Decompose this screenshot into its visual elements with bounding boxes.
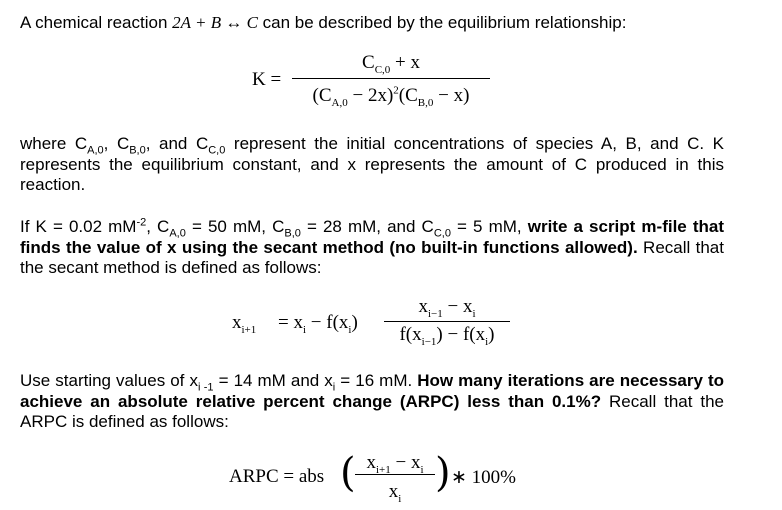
secant-den-s1: i−1 — [421, 335, 437, 348]
num-tail: + x — [390, 52, 420, 73]
task-t6: Recall that the secant method is defined as follows: — [20, 237, 724, 277]
k-numerator — [362, 52, 420, 78]
arpc-tail: ∗ 100% — [451, 467, 516, 488]
where-t2: , C — [103, 134, 130, 153]
equilibrium-equation — [252, 52, 512, 118]
arpc-num-x1: x — [366, 452, 376, 473]
where-paragraph — [20, 134, 724, 196]
secant-den-s2: i — [485, 335, 489, 348]
where-s2: B,0 — [129, 144, 146, 157]
secant-num-s1: i−1 — [427, 307, 443, 320]
task-t3: = 50 mM, C — [185, 217, 285, 236]
where-t1: where C — [20, 134, 88, 153]
task-t2: , C — [146, 217, 170, 236]
secant-fraction-bar — [384, 321, 510, 322]
start-paragraph — [20, 371, 724, 433]
secant-lhs — [232, 312, 256, 334]
num-c: C — [362, 52, 375, 73]
secant-mid-tail: − f(x — [306, 312, 349, 333]
start-s2: i — [332, 381, 336, 394]
start-t3: = 16 mM. — [335, 371, 418, 390]
arpc-lhs: ARPC = abs — [229, 466, 325, 487]
den-open2: (C — [398, 85, 418, 106]
secant-numerator — [418, 296, 475, 321]
task-t4: = 28 mM, and C — [300, 217, 434, 236]
secant-fraction — [384, 296, 510, 346]
secant-den-b: ) − f(x — [436, 324, 486, 345]
arpc-right-paren: ) — [435, 450, 451, 496]
arpc-num-s2: i — [420, 463, 424, 476]
task-s3: C,0 — [433, 227, 451, 240]
intro-suffix: can be described by the equilibrium relationship: — [257, 13, 627, 32]
k-denominator — [313, 85, 470, 107]
secant-num-op: − x — [442, 296, 473, 317]
den-open: (C — [312, 85, 332, 106]
k-fraction — [292, 52, 490, 107]
start-t1: Use starting values of x — [20, 371, 198, 390]
den-sub-a: A,0 — [331, 96, 348, 109]
intro-prefix: A chemical reaction — [20, 13, 173, 32]
start-s1: i -1 — [197, 381, 214, 394]
den-sub-b: B,0 — [417, 96, 434, 109]
secant-den-a: f(x — [399, 324, 422, 345]
secant-equation — [232, 296, 532, 354]
secant-mid — [278, 312, 358, 334]
where-t3: , and C — [145, 134, 209, 153]
arpc-numerator — [366, 452, 423, 474]
arpc-left-paren: ( — [340, 450, 356, 496]
arpc-num-op: − x — [390, 452, 421, 473]
task-s1: A,0 — [169, 227, 186, 240]
arpc-fraction — [355, 452, 435, 503]
secant-mid-close: ) — [351, 312, 358, 333]
start-question-bold: How many iterations are necessary to achieve an absolute relative percent change (ARPC) less than 0.1%? — [20, 371, 725, 411]
secant-mid-sub2: i — [348, 323, 352, 336]
task-instruction-bold: write a script m-file that finds the value of x using the secant method (no built-in functions allowed). — [20, 217, 724, 257]
secant-denominator — [399, 324, 494, 346]
den-sup: 2 — [393, 84, 399, 97]
where-t4: represent the initial concentrations of species A, B, and C. K represents the equilibrium constant, and x represents the amount of C produced in this reaction. — [20, 134, 724, 194]
where-s1: A,0 — [87, 144, 104, 157]
den-tail: − x) — [433, 85, 470, 106]
arpc-denominator — [389, 481, 402, 503]
arpc-den-s: i — [398, 492, 402, 505]
arpc-equation — [229, 452, 529, 506]
arpc-den-x: x — [388, 481, 399, 502]
k-lhs: K = — [252, 69, 282, 90]
secant-lhs-x: x — [232, 312, 242, 333]
secant-num-x1: x — [418, 296, 428, 317]
start-t4: Recall that the ARPC is defined as follows: — [20, 391, 724, 431]
k-fraction-bar — [292, 78, 490, 79]
task-t1: If K = 0.02 mM — [20, 217, 137, 236]
secant-num-s2: i — [472, 307, 476, 320]
secant-mid-sub: i — [302, 323, 307, 336]
task-sup1: -2 — [136, 216, 147, 229]
intro-paragraph — [20, 13, 724, 34]
arpc-fraction-bar — [355, 474, 435, 475]
secant-mid-eq: = x — [278, 312, 303, 333]
where-s3: C,0 — [208, 144, 226, 157]
task-s2: B,0 — [284, 227, 301, 240]
den-mid: − 2x) — [347, 85, 394, 106]
secant-den-c: ) — [488, 324, 495, 345]
start-t2: = 14 mM and x — [213, 371, 333, 390]
secant-lhs-sub: i+1 — [241, 323, 257, 336]
arpc-num-s1: i+1 — [375, 463, 391, 476]
reaction-formula: 2A + B ↔ C — [172, 13, 258, 32]
task-paragraph — [20, 217, 724, 279]
task-t5: = 5 mM, — [450, 217, 528, 236]
num-sub: C,0 — [374, 63, 391, 76]
